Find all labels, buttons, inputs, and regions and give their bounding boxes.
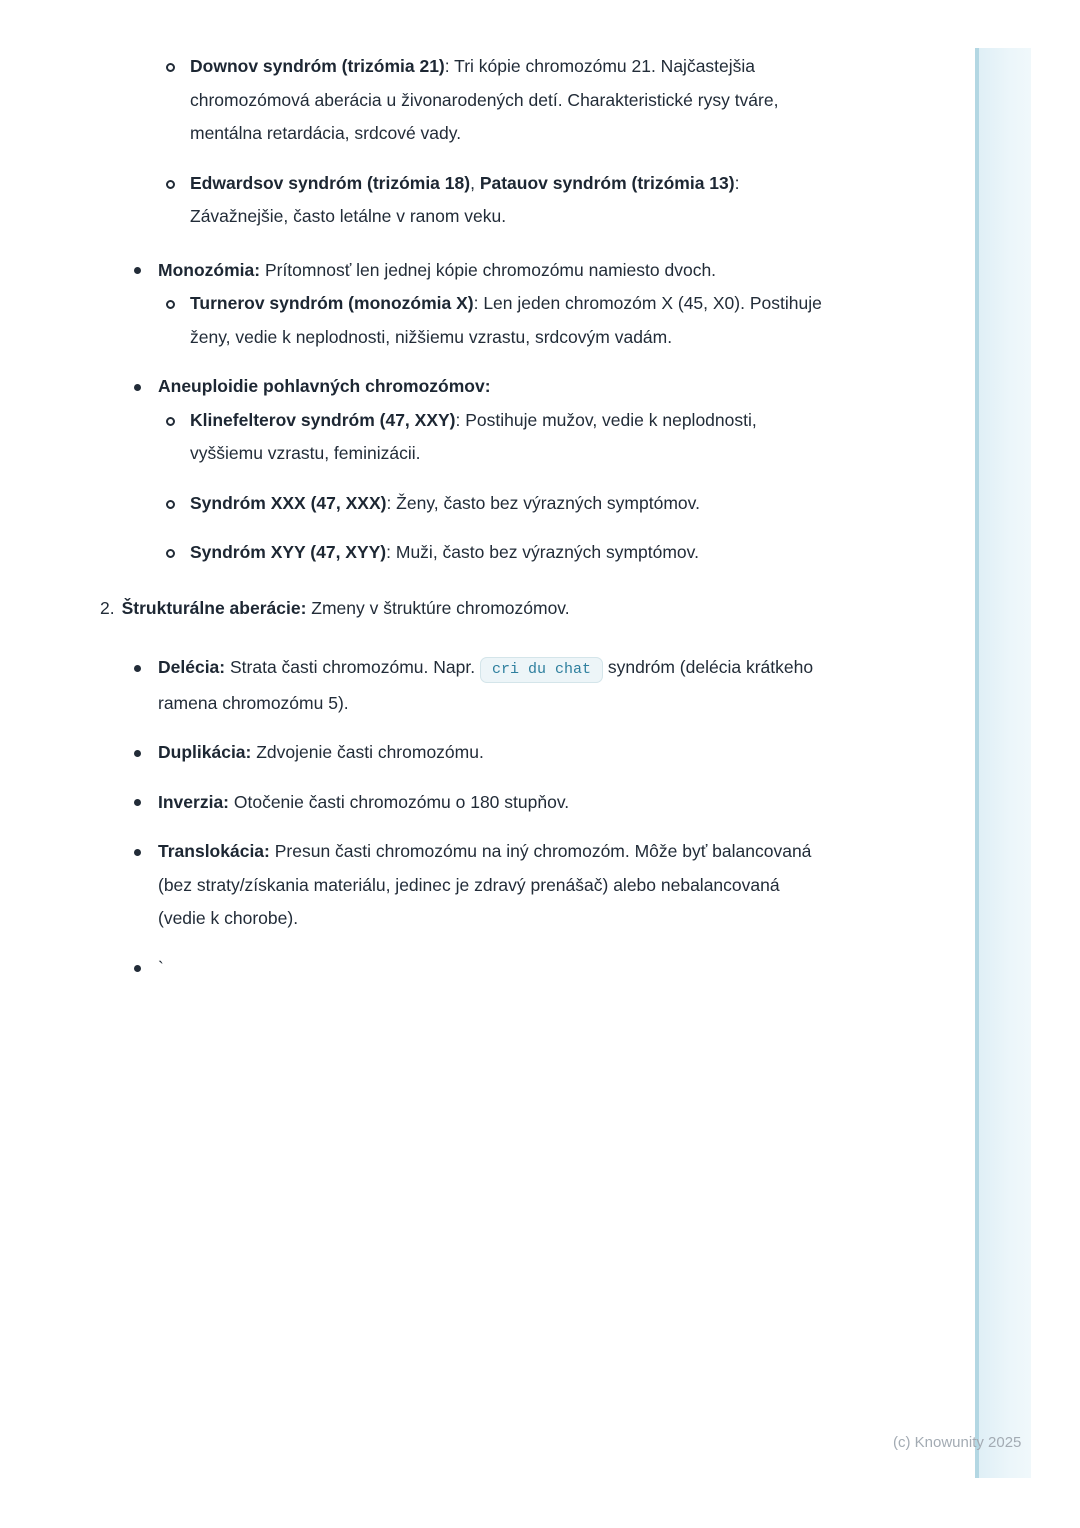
- desc-klinefelterov: : Postihuje mužov, vedie k neplodnosti, vyššiemu vzrastu, feminizácii.: [190, 409, 757, 463]
- section-subtitle: Zmeny v štruktúre chromozómov.: [306, 597, 570, 618]
- desc-delecia-1: Strata časti chromozómu. Napr.: [225, 657, 480, 677]
- desc-delecia-2: syndróm (delécia krátkeho ramena chromozómu 5).: [158, 657, 814, 713]
- term-xxx: Syndróm XXX (47, XXX): [190, 492, 387, 513]
- list-item-klinefelter-syndrome: [158, 404, 832, 471]
- hollow-bullet-icon: [166, 500, 175, 509]
- section-number: 2.: [100, 597, 115, 618]
- desc-inverzia: Otočenie časti chromozómu o 180 stupňov.: [229, 791, 570, 812]
- term-monozomia: Monozómia:: [158, 259, 261, 280]
- term-edwardsov: Edwardsov syndróm (trizómia 18): [190, 172, 471, 193]
- hollow-bullet-icon: [166, 300, 175, 309]
- aneuploidie-sublist: [158, 404, 832, 570]
- hollow-bullet-icon: [166, 417, 175, 426]
- hollow-bullet-icon: [166, 180, 175, 189]
- list-item-inverzia: [100, 786, 832, 820]
- section-structural-aberrations: [100, 592, 832, 626]
- list-item-translokacia: [100, 835, 832, 936]
- term-patauov: Patauov syndróm (trizómia 13): [479, 172, 735, 193]
- bullet-icon: [134, 665, 141, 672]
- inline-code-cri-du-chat: cri du chat: [480, 657, 603, 683]
- structural-aberrations-list: [100, 651, 832, 985]
- term-inverzia: Inverzia:: [158, 791, 229, 812]
- desc-translokacia: Presun časti chromozómu na iný chromozóm. Môže byť balancovaná (bez straty/získania materiálu, jedinec je zdravý prenášač) alebo nebalancovaná (vedie k chorobe).: [158, 841, 812, 928]
- list-item-duplikacia: [100, 736, 832, 770]
- list-item-aneuploidie: [100, 370, 832, 570]
- list-item-turner-syndrome: [158, 287, 832, 354]
- desc-edwards-patau: : Závažnejšie, často letálne v ranom veku.: [190, 172, 740, 226]
- list-item-delecia: [100, 651, 832, 720]
- term-delecia: Delécia:: [158, 657, 226, 677]
- term-downov: Downov syndróm (trizómia 21): [190, 56, 445, 76]
- notes-document-content: [100, 50, 832, 1001]
- bullet-icon: [134, 384, 141, 391]
- bullet-icon: [134, 799, 141, 806]
- term-duplikacia: Duplikácia:: [158, 742, 252, 762]
- monozomia-sublist: [158, 287, 832, 354]
- term-klinefelterov: Klinefelterov syndróm (47, XXY): [190, 409, 456, 430]
- desc-duplikacia: Zdvojenie časti chromozómu.: [251, 742, 484, 762]
- term-xyy: Syndróm XYY (47, XYY): [190, 542, 387, 562]
- desc-turnerov: : Len jeden chromozóm X (45, X0). Postihuje ženy, vedie k neplodnosti, nižšiemu vzrastu, srdcovým vadám.: [190, 293, 822, 347]
- bullet-icon: [134, 849, 141, 856]
- numeric-aberrations-list: [100, 254, 832, 570]
- hollow-bullet-icon: [166, 63, 175, 72]
- desc-downov: : Tri kópie chromozómu 21. Najčastejšia chromozómová aberácia u živonarodených detí. Charakteristické rysy tváre, mentálna retardácia, srdcové vady.: [190, 56, 779, 143]
- list-item-xyy-syndrome: [158, 536, 832, 570]
- list-item-edwards-patau-syndrome: [100, 167, 832, 234]
- bullet-icon: [134, 965, 141, 972]
- hollow-bullet-icon: [166, 549, 175, 558]
- next-page-edge-decoration: [975, 48, 1031, 1478]
- bullet-icon: [134, 750, 141, 757]
- term-turnerov: Turnerov syndróm (monozómia X): [190, 293, 474, 313]
- copyright-footer: (c) Knowunity 2025: [893, 1434, 1022, 1451]
- term-translokacia: Translokácia:: [158, 841, 270, 861]
- separator-text: ,: [470, 172, 480, 193]
- trisomy-sublist: [100, 50, 832, 234]
- desc-xxx: : Ženy, často bez výrazných symptómov.: [386, 492, 700, 513]
- stray-backtick-text: `: [158, 957, 164, 978]
- section-title: Štrukturálne aberácie:: [121, 597, 307, 618]
- term-aneuploidie: Aneuploidie pohlavných chromozómov:: [158, 376, 491, 396]
- desc-xyy: : Muži, často bez výrazných symptómov.: [386, 542, 699, 562]
- list-item-downov-syndrome: [100, 50, 832, 151]
- desc-monozomia: Prítomnosť len jednej kópie chromozómu namiesto dvoch.: [260, 259, 717, 280]
- list-item-monozomia: [100, 254, 832, 355]
- list-item-xxx-syndrome: [158, 487, 832, 521]
- list-item-stray-backtick: [100, 952, 832, 986]
- bullet-icon: [134, 267, 141, 274]
